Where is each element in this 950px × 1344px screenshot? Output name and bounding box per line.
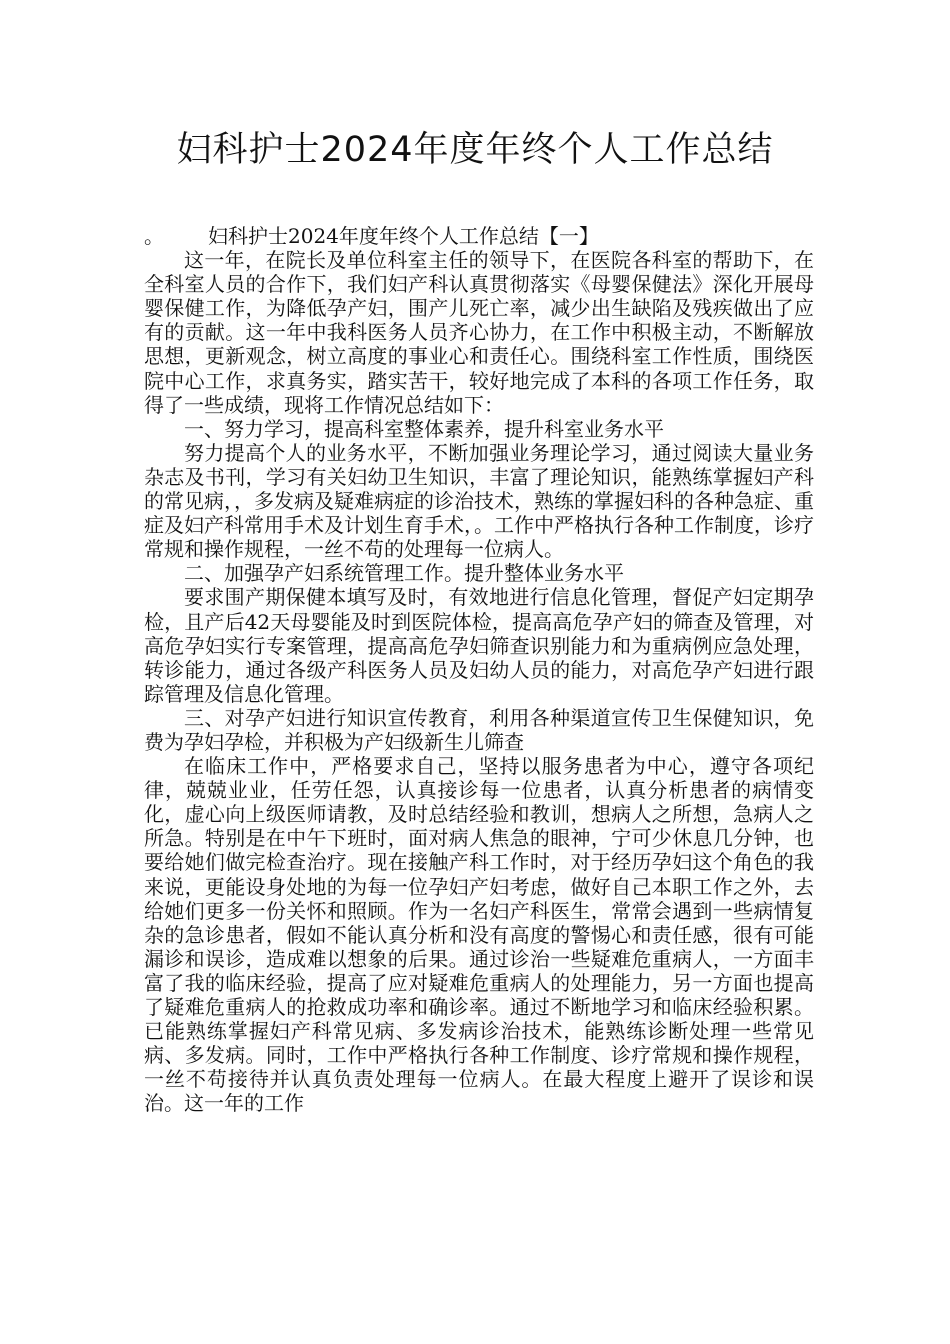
- subheading-three: 三、对孕产妇进行知识宣传教育，利用各种渠道宣传卫生保健知识，免费为孕妇孕检，并积极为产妇级新生儿筛查: [144, 705, 814, 754]
- paragraph-clinical: 在临床工作中，严格要求自己，坚持以服务患者为中心，遵守各项纪律，兢兢业业，任劳任怨，认真接诊每一位患者，认真分析患者的病情变化，虚心向上级医师请教，及时总结经验和教训，想病人之所想，急病人之所急。特别是在中午下班时，面对病人焦急的眼神，宁可少休息几分钟，也要给她们做完检查治疗。现在接触产科工作时，对于经历孕妇这个角色的我来说，更能设身处地的为每一位孕妇产妇考虑，做好自己本职工作之外，去给她们更多一份关怀和照顾。作为一名妇产科医生，常常会遇到一些病情复杂的急诊患者，假如不能认真分析和没有高度的警惕心和责任感，很有可能漏诊和误诊，造成难以想象的后果。通过诊治一些疑难危重病人，一方面丰富了我的临床经验，提高了应对疑难危重病人的处理能力，另一方面也提高了疑难危重病人的抢救成功率和确诊率。通过不断地学习和临床经验积累。已能熟练掌握妇产科常见病、多发病诊治技术，能熟练诊断处理一些常见病、多发病。同时，工作中严格执行各种工作制度、诊疗常规和操作规程，一丝不苟接待并认真负责处理每一位病人。在最大程度上避开了误诊和误治。这一年的工作: [144, 754, 814, 1116]
- section-heading-line: [144, 224, 814, 248]
- section-heading-mark: 。: [144, 224, 164, 248]
- intro-paragraph: 这一年，在院长及单位科室主任的领导下，在医院各科室的帮助下，在全科室人员的合作下，我们妇产科认真贯彻落实《母婴保健法》深化开展母婴保健工作，为降低孕产妇，围产儿死亡率，减少出生缺陷及残疾做出了应有的贡献。这一年中我科医务人员齐心协力，在工作中积极主动，不断解放思想，更新观念，树立高度的事业心和责任心。围绕科室工作性质，围绕医院中心工作，求真务实，踏实苦干，较好地完成了本科的各项工作任务，取得了一些成绩，现将工作情况总结如下：: [144, 248, 814, 417]
- subheading-two: 二、加强孕产妇系统管理工作。提升整体业务水平: [184, 561, 624, 586]
- paragraph-study: 努力提高个人的业务水平，不断加强业务理论学习，通过阅读大量业务杂志及书刊，学习有关妇幼卫生知识，丰富了理论知识，能熟练掌握妇产科的常见病，，多发病及疑难病症的诊治技术，熟练的掌握妇科的各种急症、重症及妇产科常用手术及计划生育手术，。工作中严格执行各种工作制度，诊疗常规和操作规程，一丝不苟的处理每一位病人。: [144, 440, 814, 562]
- subheading-one: 一、努力学习，提高科室整体素养，提升科室业务水平: [184, 416, 664, 441]
- document-title: 妇科护士2024年度年终个人工作总结: [176, 130, 774, 170]
- document-body: [144, 224, 814, 1115]
- section-heading: 妇科护士2024年度年终个人工作总结【一】: [208, 224, 599, 248]
- paragraph-management: 要求围产期保健本填写及时，有效地进行信息化管理，督促产妇定期孕检，且产后42天母婴能及时到医院体检，提高高危孕产妇的筛查及管理，对高危孕妇实行专案管理，提高高危孕妇筛查识别能力和为重病例应急处理，转诊能力，通过各级产科医务人员及妇幼人员的能力，对高危孕产妇进行跟踪管理及信息化管理。: [144, 585, 814, 706]
